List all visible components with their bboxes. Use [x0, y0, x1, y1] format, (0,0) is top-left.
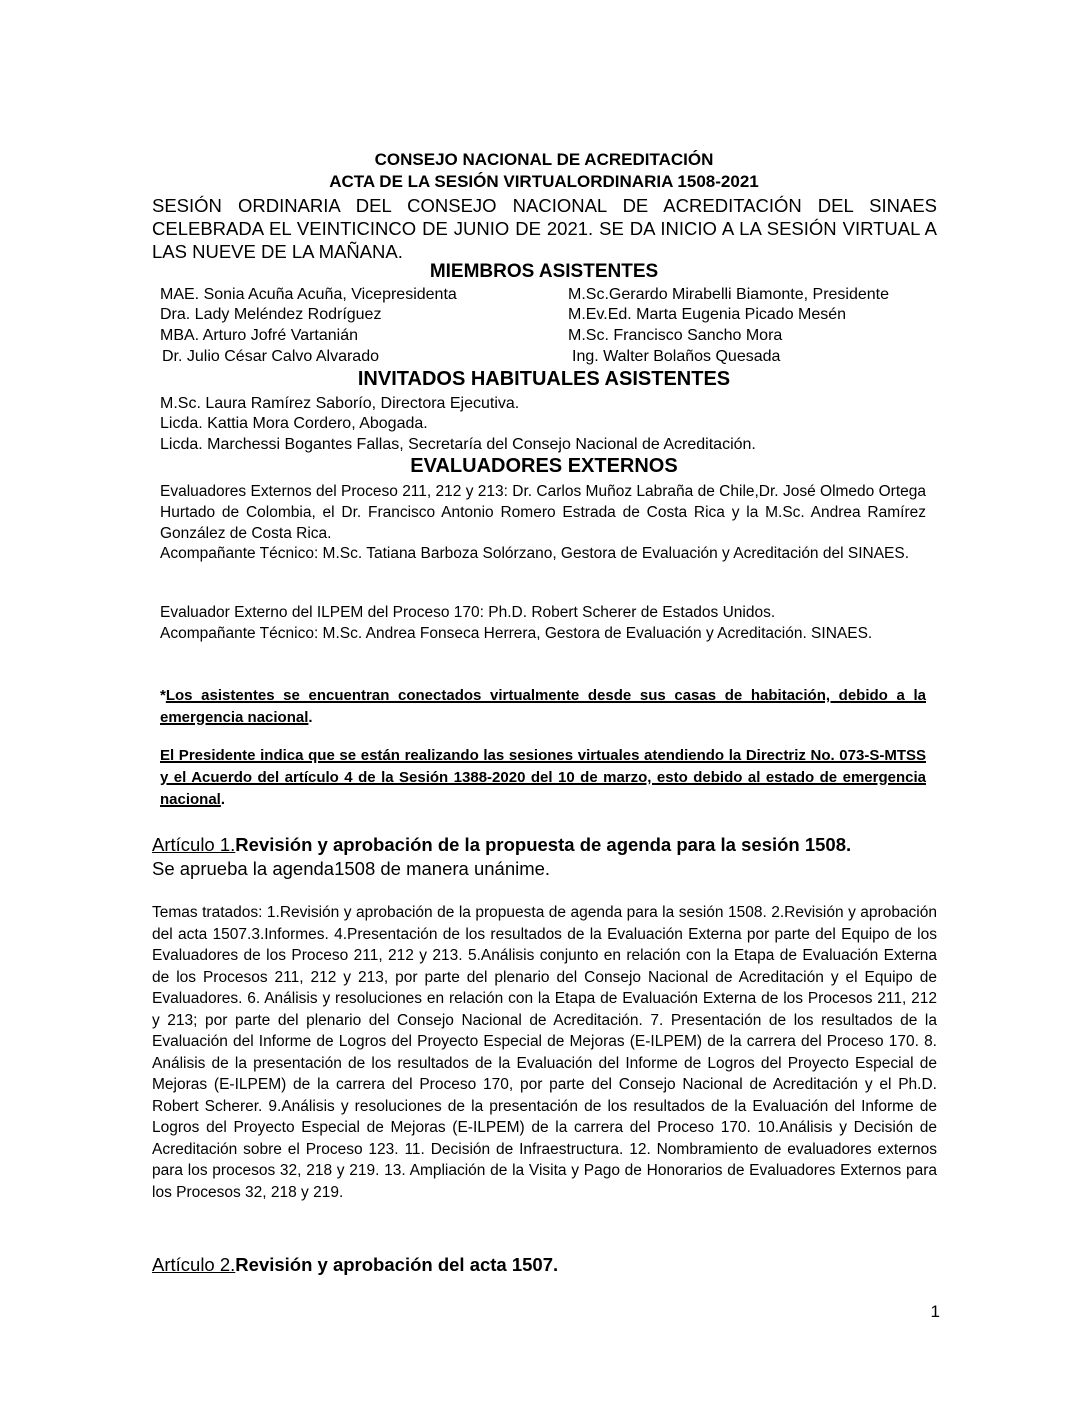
article-1-title: Revisión y aprobación de la propuesta de agenda para la sesión 1508. [235, 834, 852, 855]
topics-paragraph: Temas tratados: 1.Revisión y aprobación de la propuesta de agenda para la sesión 1508. 2.Revisión y aprobación del acta 1507.3.Informes. 4.Presentación de los resultados de la Evaluación Externa por parte del Equipo de los Evaluadores de los Proceso 211, 212 y 213. 5.Análisis conjunto en relación con la Etapa de Evaluación Externa de los Procesos 211, 212 y 213, por parte del plenario del Consejo Nacional de Acreditación y el Equipo de Evaluadores. 6. Análisis y resoluciones en relación con la Etapa de Evaluación Externa de los Procesos 211, 212 y 213; por parte del plenario del Consejo Nacional de Acreditación. 7. Presentación de los resultados de la Evaluación del Informe de Logros del Proyecto Especial de Mejoras (E-ILPEM) de la carrera del Proceso 170. 8. Análisis de la presentación de los resultados de la Evaluación del Informe de Logros del Proyecto Especial de Mejoras (E-ILPEM) de la carrera del Proceso 170, por parte del Consejo Nacional de Acreditación y el Ph.D. Robert Scherer. 9.Análisis y resoluciones de la presentación de los resultados de la Evaluación del Informe de Logros del Proyecto Especial de Mejoras (E-ILPEM) de la carrera del Proceso 170. 10.Análisis y Decisión de Acreditación sobre el Proceso 123. 11. Decisión de Infraestructura. 12. Nombramiento de evaluadores externos para los procesos 32, 218 y 219. 13. Ampliación de la Visita y Pago de Honorarios de Evaluadores Externos para los Procesos 32, 218 y 219. [152, 904, 937, 1201]
member-left-2: Dra. Lady Meléndez Rodríguez [160, 306, 382, 323]
notice-president [160, 745, 926, 811]
notice-virtual-attendance [160, 685, 926, 729]
guests-heading: INVITADOS HABITUALES ASISTENTES [357, 368, 731, 390]
notice-2-end: . [220, 791, 226, 808]
member-left-4: Dr. Julio César Calvo Alvarado [162, 348, 379, 365]
member-right-1: M.Sc.Gerardo Mirabelli Biamonte, Presidente [568, 286, 890, 303]
page-number: 1 [930, 1302, 940, 1321]
member-right-4: Ing. Walter Bolaños Quesada [572, 348, 781, 365]
article-2-heading [152, 1254, 558, 1276]
evaluators-paragraph-2: Acompañante Técnico: M.Sc. Tatiana Barboza Solórzano, Gestora de Evaluación y Acreditación del SINAES. [160, 545, 910, 562]
document-subtitle: ACTA DE LA SESIÓN VIRTUALORDINARIA 1508-2021 [329, 172, 759, 191]
notice-star: * [160, 687, 166, 704]
article-1-text: Se aprueba la agenda1508 de manera unánime. [152, 858, 551, 879]
notice-1-text: Los asistentes se encuentran conectados virtualmente desde sus casas de habitación, debido a la emergencia nacional [160, 687, 926, 726]
guest-2: Licda. Kattia Mora Cordero, Abogada. [160, 415, 428, 432]
member-right-2: M.Ev.Ed. Marta Eugenia Picado Mesén [568, 306, 847, 323]
evaluators-paragraph-3: Evaluador Externo del ILPEM del Proceso 170: Ph.D. Robert Scherer de Estados Unidos. [160, 604, 776, 621]
article-1-label: Artículo 1. [152, 834, 236, 855]
guest-1: M.Sc. Laura Ramírez Saborío, Directora Ejecutiva. [160, 395, 520, 412]
evaluators-paragraph-4: Acompañante Técnico: M.Sc. Andrea Fonseca Herrera, Gestora de Evaluación y Acreditación. SINAES. [160, 625, 873, 642]
evaluators-heading: EVALUADORES EXTERNOS [410, 455, 678, 477]
notice-1-end: . [308, 709, 313, 726]
member-left-3: MBA. Arturo Jofré Vartanián [160, 327, 359, 344]
evaluators-paragraph-1: Evaluadores Externos del Proceso 211, 212 y 213: Dr. Carlos Muñoz Labraña de Chile,Dr. José Olmedo Ortega Hurtado de Colombia, el Dr. Francisco Antonio Romero Estrada de Costa Rica y la M.Sc. Andrea Ramírez González de Costa Rica. [160, 483, 926, 542]
article-2-label: Artículo 2. [152, 1254, 236, 1275]
members-heading: MIEMBROS ASISTENTES [429, 261, 659, 282]
member-right-3: M.Sc. Francisco Sancho Mora [568, 327, 783, 344]
member-left-1: MAE. Sonia Acuña Acuña, Vicepresidenta [160, 286, 457, 303]
notice-2-text: El Presidente indica que se están realizando las sesiones virtuales atendiendo la Directriz No. 073-S-MTSS y el Acuerdo del artículo 4 de la Sesión 1388-2020 del 10 de marzo, esto debido al estado de emergencia nacional [160, 747, 926, 808]
session-intro: SESIÓN ORDINARIA DEL CONSEJO NACIONAL DE ACREDITACIÓN DEL SINAES CELEBRADA EL VEINTICINCO DE JUNIO DE 2021. SE DA INICIO A LA SESIÓN VIRTUAL A LAS NUEVE DE LA MAÑANA. [152, 195, 937, 262]
document-title: CONSEJO NACIONAL DE ACREDITACIÓN [374, 150, 714, 169]
guest-3: Licda. Marchessi Bogantes Fallas, Secretaría del Consejo Nacional de Acreditación. [160, 436, 756, 453]
article-1-heading [152, 834, 851, 856]
article-2-title: Revisión y aprobación del acta 1507. [235, 1254, 559, 1275]
